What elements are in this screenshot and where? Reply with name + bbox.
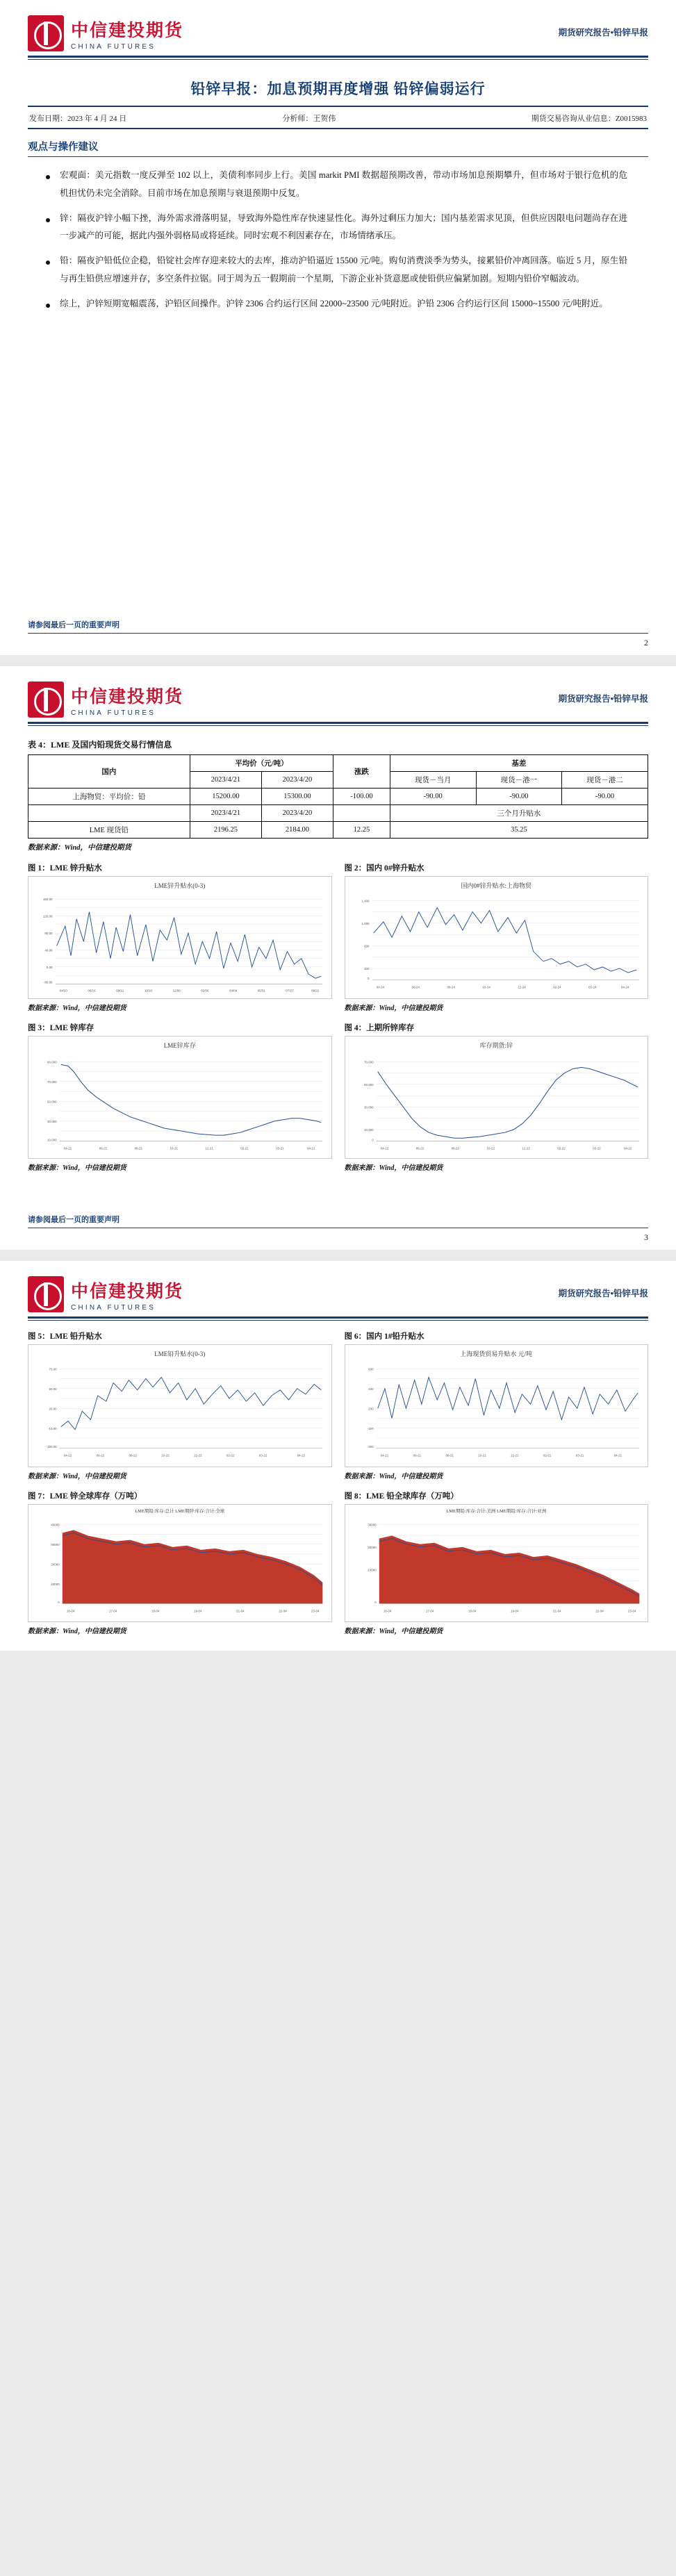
svg-text:02-24: 02-24 — [552, 985, 561, 989]
cell-date-2: 2023/4/20 — [261, 772, 333, 789]
chart-lme-zinc-global-stock — [31, 1514, 329, 1621]
cell-head-basis: 基差 — [390, 755, 648, 772]
price-table — [28, 754, 648, 839]
svg-text:0.00: 0.00 — [46, 966, 53, 970]
header-report-label: 期货研究报告•铅锌早报 — [558, 1289, 648, 1299]
section-title-views: 观点与操作建议 — [28, 141, 99, 153]
chart-lme-lead-global-stock — [348, 1514, 645, 1621]
svg-text:200: 200 — [368, 1407, 374, 1411]
figure-source: 数据来源：Wind，中信建投期货 — [344, 1628, 443, 1636]
svg-text:30000: 30000 — [51, 1542, 60, 1546]
figure-source: 数据来源：Wind，中信建投期货 — [28, 1164, 126, 1172]
figure-title: 上海现货贸易升贴水 元/吨 — [460, 1351, 533, 1358]
company-name-en: CHINA FUTURES — [71, 42, 156, 51]
svg-text:30000: 30000 — [367, 1522, 377, 1526]
page-number: 2 — [644, 638, 648, 648]
svg-text:10/10: 10/10 — [144, 989, 153, 993]
page-header — [0, 1261, 676, 1316]
header-rule-thin — [28, 1320, 648, 1321]
page-number: 3 — [644, 1232, 648, 1243]
svg-text:10000: 10000 — [51, 1582, 60, 1586]
figure-row-3 — [28, 1330, 648, 1480]
figure-source: 数据来源：Wind，中信建投期货 — [344, 1004, 443, 1012]
cell-lme-basis: 35.25 — [390, 822, 648, 839]
cell-lme-v2: 2184.00 — [261, 822, 333, 839]
company-logo-text — [71, 683, 183, 717]
svg-text:10000: 10000 — [367, 1568, 377, 1572]
svg-text:02-21: 02-21 — [543, 1453, 551, 1458]
header-rule-thin — [28, 59, 648, 60]
svg-text:04-21: 04-21 — [380, 1453, 388, 1458]
svg-text:03-24: 03-24 — [588, 985, 597, 989]
figure-caption: 图 6：国内 1#铅升贴水 — [344, 1332, 424, 1341]
svg-text:30,000: 30,000 — [363, 1105, 374, 1109]
svg-text:02-21: 02-21 — [240, 1146, 249, 1150]
header-rule-thin — [28, 725, 648, 726]
svg-text:12/06: 12/06 — [172, 989, 181, 993]
svg-text:10-21: 10-21 — [477, 1453, 486, 1458]
svg-text:120.00: 120.00 — [42, 914, 53, 918]
svg-text:08-24: 08-24 — [447, 985, 455, 989]
cell-head-change: 涨跌 — [333, 755, 390, 789]
svg-text:-300: -300 — [367, 1445, 374, 1449]
svg-text:18-04: 18-04 — [468, 1609, 476, 1613]
figure-source: 数据来源：Wind，中信建投期货 — [28, 1004, 126, 1012]
cell-lme-label: LME 现货铅 — [28, 822, 190, 839]
cell-basis-2: -90.00 — [476, 789, 562, 805]
svg-text:18-04: 18-04 — [151, 1609, 160, 1613]
svg-text:08-21: 08-21 — [445, 1453, 454, 1458]
svg-text:04-22: 04-22 — [297, 1453, 306, 1458]
svg-text:02-22: 02-22 — [557, 1146, 566, 1150]
cell-blank — [28, 805, 190, 822]
svg-text:10-22: 10-22 — [486, 1146, 495, 1150]
svg-text:08-22: 08-22 — [129, 1453, 137, 1458]
figure-title: 库存期货:锌 — [479, 1041, 513, 1049]
company-name-en: CHINA FUTURES — [71, 709, 156, 717]
page-header — [0, 0, 676, 56]
svg-text:-10.00: -10.00 — [47, 1426, 57, 1430]
svg-text:70,000: 70,000 — [363, 1060, 374, 1064]
chart-shanghai-lead-premium — [348, 1359, 645, 1465]
svg-text:04-21: 04-21 — [63, 1146, 72, 1150]
svg-text:21-04: 21-04 — [236, 1609, 245, 1613]
figure-title: LME锌升贴水(0-3) — [154, 882, 206, 890]
publish-date: 发布日期：2023 年 4 月 24 日 — [29, 115, 127, 123]
svg-text:04-22: 04-22 — [380, 1146, 388, 1150]
section-underline — [28, 156, 648, 158]
cell-date-1: 2023/4/21 — [190, 772, 261, 789]
chart-lme-zinc-stock — [31, 1050, 329, 1157]
list-item: 锌：隔夜沪锌小幅下挫，海外需求滑落明显，导致海外隐性库存快速显性化。海外过剩压力加大；国内基差需求见顶，但供应因限电问题尚存在进一步减产的可能，据此内强外弱格局或将延续。同时宏观不利因素存在，市场情绪承压。 — [60, 210, 627, 246]
figure-caption: 图 1：LME 锌升贴水 — [28, 864, 102, 873]
analyst-name: 分析师：王贺伟 — [282, 115, 336, 123]
page-2 — [0, 666, 676, 1250]
svg-text:600: 600 — [368, 1367, 374, 1371]
page-title: 铅锌早报：加息预期再度增强 铅锌偏弱运行 — [190, 81, 486, 97]
figure-caption: 图 8：LME 铅全球库存（万吨） — [344, 1492, 459, 1501]
svg-text:05/31: 05/31 — [257, 989, 265, 993]
header-rule — [28, 56, 648, 58]
figure-box — [28, 1036, 332, 1159]
figure-6 — [345, 1330, 649, 1480]
svg-text:12-21: 12-21 — [510, 1453, 519, 1458]
svg-text:04-24: 04-24 — [620, 985, 629, 989]
svg-text:04-21: 04-21 — [306, 1146, 315, 1150]
header-report-label: 期货研究报告•铅锌早报 — [558, 28, 648, 38]
header-rule — [28, 1316, 648, 1319]
svg-text:08-22: 08-22 — [451, 1146, 459, 1150]
company-logo-icon — [28, 1276, 64, 1312]
svg-text:10-22: 10-22 — [161, 1453, 170, 1458]
company-logo-icon — [28, 15, 64, 51]
svg-text:06-24: 06-24 — [411, 985, 420, 989]
table-source: 数据来源：Wind，中信建投期货 — [28, 844, 131, 852]
figure-box — [28, 876, 332, 999]
page-body-spacer — [0, 320, 676, 619]
company-logo-text — [71, 17, 183, 51]
svg-text:17-04: 17-04 — [108, 1609, 117, 1613]
cell-basis-col-2: 现货－港一 — [476, 772, 562, 789]
svg-text:04-22: 04-22 — [623, 1146, 632, 1150]
cell-value-2: 15300.00 — [261, 789, 333, 805]
header-report-label: 期货研究报告•铅锌早报 — [558, 694, 648, 704]
svg-text:17-04: 17-04 — [425, 1609, 434, 1613]
svg-text:23-04: 23-04 — [627, 1609, 636, 1613]
figure-2 — [345, 862, 649, 1012]
svg-text:-80.00: -80.00 — [43, 980, 53, 984]
svg-text:-100: -100 — [367, 1426, 374, 1430]
svg-text:02/06: 02/06 — [201, 989, 209, 993]
svg-text:50.00: 50.00 — [49, 1387, 57, 1391]
title-block — [28, 78, 648, 129]
svg-text:20000: 20000 — [367, 1545, 377, 1549]
table-row — [28, 789, 648, 805]
svg-text:02-22: 02-22 — [226, 1453, 235, 1458]
license-number: 期货交易咨询从业信息：Z0015983 — [531, 115, 647, 123]
figure-source: 数据来源：Wind，中信建投期货 — [28, 1472, 126, 1480]
table-caption: 表 4：LME 及国内铅现货交易行情信息 — [28, 740, 172, 750]
meta-row — [29, 113, 647, 124]
figure-title: LME锌库存 — [163, 1041, 196, 1049]
figure-caption: 图 5：LME 铅升贴水 — [28, 1332, 102, 1341]
svg-text:0: 0 — [371, 1138, 374, 1142]
figure-7 — [28, 1490, 332, 1636]
svg-text:400: 400 — [368, 1387, 374, 1391]
company-name-en: CHINA FUTURES — [71, 1303, 156, 1312]
svg-text:600: 600 — [363, 944, 370, 948]
svg-text:12-24: 12-24 — [517, 985, 526, 989]
company-name-cn: 中信建投期货 — [71, 1282, 184, 1301]
table-row — [28, 755, 648, 772]
page-3 — [0, 1261, 676, 1651]
list-item: 铅：隔夜沪铅低位企稳，铅锭社会库存迎来较大的去库，推动沪铅逼近 15500 元/吨。购旬消费淡季为势头，接累铅价冲离回落。临近 5 月，原生铅与再生铅供应增速并存，多空条件拉锯。同于周为五一假期前一个星期，下游企业补货意愿或使铅供应偏紧加剧。短期内铅价窄幅波动。 — [60, 252, 627, 288]
cell-basis-col-3: 现货－港二 — [562, 772, 648, 789]
svg-text:0: 0 — [367, 977, 370, 981]
chart-lme-lead-premium — [31, 1359, 329, 1465]
svg-text:16-04: 16-04 — [383, 1609, 391, 1613]
chart-lme-zinc-premium — [31, 891, 329, 997]
svg-text:90,000: 90,000 — [47, 1060, 57, 1064]
svg-text:10,000: 10,000 — [363, 1128, 374, 1132]
page-body-spacer — [0, 1172, 676, 1214]
cell-blank-2 — [333, 805, 390, 822]
svg-text:16-04: 16-04 — [66, 1609, 75, 1613]
svg-text:23-04: 23-04 — [311, 1609, 320, 1613]
figure-caption: 图 3：LME 锌库存 — [28, 1023, 94, 1032]
figure-caption: 图 2：国内 0#锌升贴水 — [344, 864, 424, 873]
svg-text:06-21: 06-21 — [413, 1453, 421, 1458]
svg-text:06-22: 06-22 — [415, 1146, 424, 1150]
cell-basis-1: -90.00 — [390, 789, 476, 805]
figure-row-1 — [28, 862, 648, 1012]
svg-text:19-04: 19-04 — [510, 1609, 519, 1613]
list-item: 综上，沪锌短期宽幅震荡，沪铅区间操作。沪锌 2306 合约运行区间 22000~23500 元/吨附近。沪铅 2306 合约运行区间 15000~15500 元/吨附近。 — [60, 295, 627, 313]
figure-caption: 图 4：上期所锌库存 — [344, 1023, 415, 1032]
page-header — [0, 666, 676, 722]
svg-text:1,000: 1,000 — [361, 922, 370, 926]
svg-text:04-24: 04-24 — [376, 985, 384, 989]
cell-3m-premium-label: 三个月升贴水 — [390, 805, 648, 822]
svg-text:03-22: 03-22 — [592, 1146, 601, 1150]
company-name-cn: 中信建投期货 — [71, 687, 184, 707]
cell-lme-chg: 12.25 — [333, 822, 390, 839]
svg-text:20000: 20000 — [51, 1562, 60, 1566]
svg-text:10-24: 10-24 — [481, 985, 490, 989]
svg-text:12-22: 12-22 — [521, 1146, 530, 1150]
svg-text:1,400: 1,400 — [361, 899, 370, 903]
table-row — [28, 822, 648, 839]
cell-date-3: 2023/4/21 — [190, 805, 261, 822]
svg-text:06/16: 06/16 — [88, 989, 96, 993]
cell-row-label: 上海物贸：平均价：铅 — [28, 789, 190, 805]
figure-legend: LME期铅:库存:合计:美洲 LME期铅:库存:合计:亚洲 — [446, 1508, 547, 1514]
cell-basis-3: -90.00 — [562, 789, 648, 805]
svg-text:70,000: 70,000 — [47, 1080, 57, 1084]
cell-change: -100.00 — [333, 789, 390, 805]
svg-text:08/12: 08/12 — [116, 989, 124, 993]
svg-text:80.00: 80.00 — [44, 932, 53, 936]
table-row — [28, 805, 648, 822]
figure-box — [28, 1504, 332, 1623]
svg-text:22-04: 22-04 — [279, 1609, 287, 1613]
svg-text:50,000: 50,000 — [47, 1100, 57, 1104]
svg-text:20.00: 20.00 — [49, 1407, 57, 1411]
header-rule — [28, 722, 648, 724]
svg-text:50,000: 50,000 — [363, 1082, 374, 1087]
svg-text:-150.00: -150.00 — [46, 1445, 57, 1449]
svg-text:04-22: 04-22 — [63, 1453, 72, 1458]
svg-text:07/27: 07/27 — [286, 989, 294, 993]
chart-domestic-zinc-premium — [348, 891, 645, 997]
page-gap — [0, 655, 676, 666]
svg-text:09/22: 09/22 — [311, 989, 320, 993]
svg-text:0: 0 — [58, 1600, 60, 1604]
company-name-cn: 中信建投期货 — [71, 21, 184, 40]
figure-box — [28, 1344, 332, 1467]
svg-text:03-21: 03-21 — [575, 1453, 584, 1458]
list-item: 宏观面：美元指数一度反弹至 102 以上，美债利率同步上行。美国 markit PMI 数据超预期改善，带动市场加息预期攀升，但市场对于银行危机的危机担忧仍未完全消除。目前市场在加息预期与衰退预期中反复。 — [60, 167, 627, 203]
page-gap — [0, 1250, 676, 1261]
page-1 — [0, 0, 676, 655]
svg-text:12-21: 12-21 — [205, 1146, 213, 1150]
svg-text:06-22: 06-22 — [96, 1453, 105, 1458]
svg-text:04/20: 04/20 — [59, 989, 67, 993]
footer-rule — [28, 1228, 648, 1229]
svg-text:70.00: 70.00 — [49, 1367, 57, 1371]
cell-date-4: 2023/4/20 — [261, 805, 333, 822]
figure-box — [345, 1344, 649, 1467]
figure-box — [345, 876, 649, 999]
cell-lme-v1: 2196.25 — [190, 822, 261, 839]
figure-source: 数据来源：Wind，中信建投期货 — [344, 1164, 443, 1172]
cell-basis-col-1: 现货－当月 — [390, 772, 476, 789]
disclaimer-note: 请参阅最后一页的重要声明 — [28, 1215, 119, 1224]
figure-8 — [345, 1490, 649, 1636]
svg-text:03-22: 03-22 — [258, 1453, 267, 1458]
svg-text:160.00: 160.00 — [42, 898, 53, 902]
svg-text:22-04: 22-04 — [595, 1609, 604, 1613]
figure-title: 国内0#锌升贴水:上海物贸 — [461, 882, 531, 890]
figure-box — [345, 1504, 649, 1623]
svg-text:30,000: 30,000 — [47, 1119, 57, 1123]
svg-text:04/04: 04/04 — [229, 989, 238, 993]
page-body-spacer — [0, 1635, 676, 1644]
figure-5 — [28, 1330, 332, 1480]
svg-text:19-04: 19-04 — [194, 1609, 202, 1613]
company-logo-text — [71, 1278, 183, 1312]
figure-4 — [345, 1022, 649, 1172]
figure-caption: 图 7：LME 锌全球库存（万吨） — [28, 1492, 142, 1501]
figure-title: LME铅升贴水(0-3) — [154, 1351, 206, 1358]
svg-text:10-21: 10-21 — [170, 1146, 178, 1150]
figure-box — [345, 1036, 649, 1159]
company-logo-icon — [28, 682, 64, 718]
figure-source: 数据来源：Wind，中信建投期货 — [28, 1628, 126, 1636]
figure-1 — [28, 862, 332, 1012]
views-bullet-list — [60, 167, 627, 313]
cell-head-avgprice: 平均价（元/吨） — [190, 755, 333, 772]
svg-text:200: 200 — [363, 967, 370, 971]
svg-text:03-21: 03-21 — [276, 1146, 284, 1150]
figure-legend: LME期铅:库存:总计 LME期锌:库存:合计:全球 — [135, 1508, 225, 1514]
figure-row-2 — [28, 1022, 648, 1172]
svg-text:10,000: 10,000 — [47, 1138, 57, 1142]
figure-row-4 — [28, 1490, 648, 1636]
footer-rule — [28, 633, 648, 634]
meta-rule — [28, 128, 648, 129]
svg-text:40000: 40000 — [51, 1522, 60, 1526]
svg-text:40.00: 40.00 — [44, 948, 53, 952]
cell-value-1: 15200.00 — [190, 789, 261, 805]
svg-text:04-21: 04-21 — [613, 1453, 622, 1458]
svg-text:12-22: 12-22 — [194, 1453, 202, 1458]
title-rule — [28, 106, 648, 107]
svg-text:08-21: 08-21 — [134, 1146, 143, 1150]
svg-text:06-21: 06-21 — [99, 1146, 108, 1150]
figure-source: 数据来源：Wind，中信建投期货 — [344, 1472, 443, 1480]
disclaimer-note: 请参阅最后一页的重要声明 — [28, 620, 119, 629]
svg-text:21-04: 21-04 — [552, 1609, 561, 1613]
figure-3 — [28, 1022, 332, 1172]
chart-shfe-zinc-stock — [348, 1050, 645, 1157]
cell-head-domestic: 国内 — [28, 755, 190, 789]
svg-text:0: 0 — [374, 1600, 377, 1604]
